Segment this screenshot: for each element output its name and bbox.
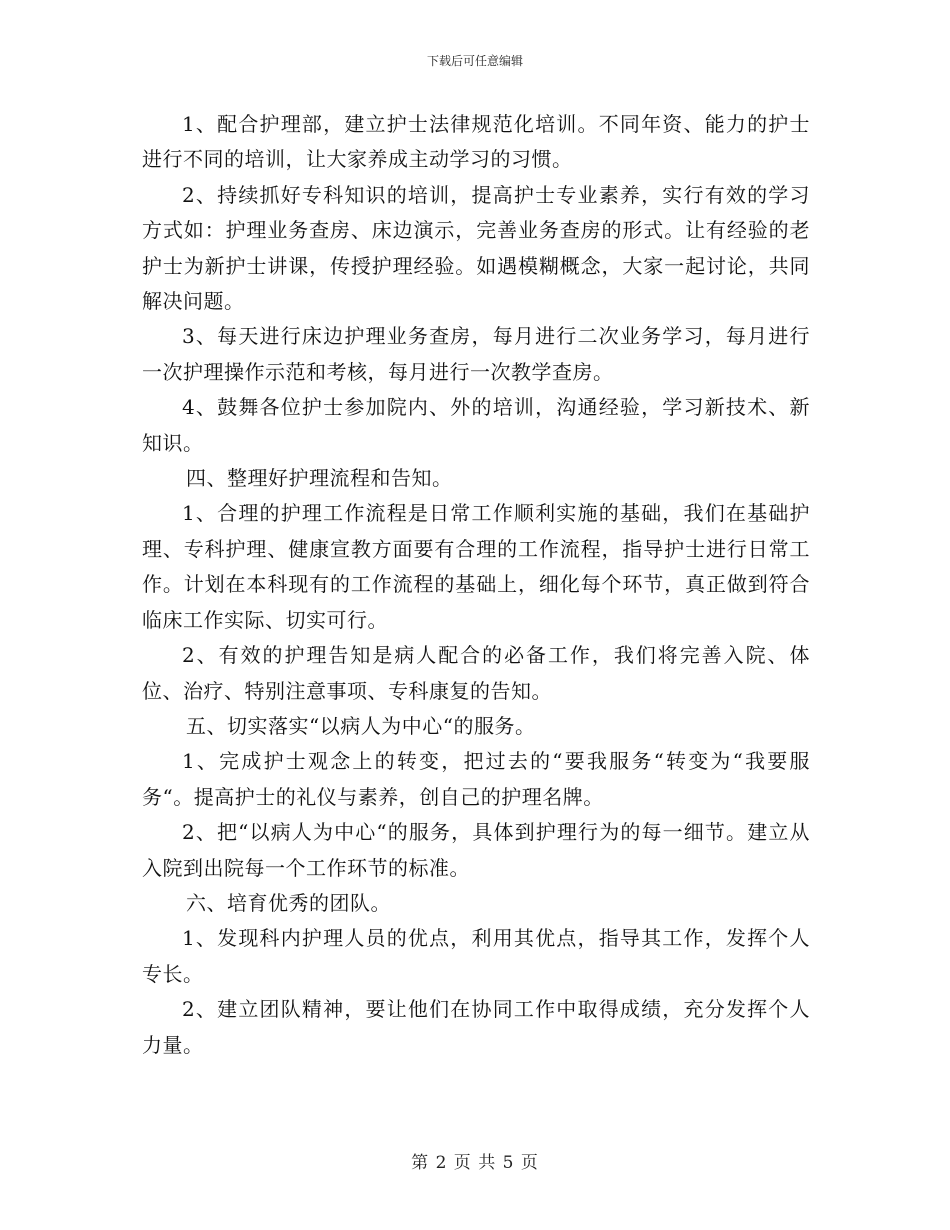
document-body: [142, 107, 810, 1063]
paragraph: 2、建立团队精神，要让他们在协同工作中取得成绩，充分发挥个人力量。: [142, 997, 810, 1057]
paragraph: 2、持续抓好专科知识的培训，提高护士专业素养，实行有效的学习方式如：护理业务查房、床边演示，完善业务查房的形式。让有经验的老护士为新护士讲课，传授护理经验。如遇模糊概念，大家一起讨论，共同解决问题。: [142, 182, 810, 314]
section-heading: 六、培育优秀的团队。: [186, 890, 391, 915]
page-number-footer: 第 2 页 共 5 页: [411, 1153, 539, 1173]
section-heading: 五、切实落实“以病人为中心“的服务。: [186, 713, 536, 738]
section-heading: 四、整理好护理流程和告知。: [186, 466, 453, 491]
paragraph: 4、鼓舞各位护士参加院内、外的培训，沟通经验，学习新技术、新知识。: [142, 395, 810, 455]
paragraph: 1、完成护士观念上的转变，把过去的“要我服务“转变为“我要服务“。提高护士的礼仪与素养，创自己的护理名牌。: [142, 749, 810, 809]
paragraph: 2、有效的护理告知是病人配合的必备工作，我们将完善入院、体位、治疗、特别注意事项、专科康复的告知。: [142, 643, 810, 703]
paragraph: 1、合理的护理工作流程是日常工作顺利实施的基础，我们在基础护理、专科护理、健康宣教方面要有合理的工作流程，指导护士进行日常工作。计划在本科现有的工作流程的基础上，细化每个环节，真正做到符合临床工作实际、切实可行。: [142, 501, 810, 632]
paragraph: 2、把“以病人为中心“的服务，具体到护理行为的每一细节。建立从入院到出院每一个工作环节的标准。: [142, 820, 810, 880]
paragraph: 1、发现科内护理人员的优点，利用其优点，指导其工作，发挥个人专长。: [142, 926, 810, 986]
paragraph: 1、配合护理部，建立护士法律规范化培训。不同年资、能力的护士进行不同的培训，让大家养成主动学习的习惯。: [142, 112, 810, 172]
paragraph: 3、每天进行床边护理业务查房，每月进行二次业务学习，每月进行一次护理操作示范和考核，每月进行一次教学查房。: [142, 324, 810, 384]
page-header: 下载后可任意编辑: [426, 54, 523, 68]
